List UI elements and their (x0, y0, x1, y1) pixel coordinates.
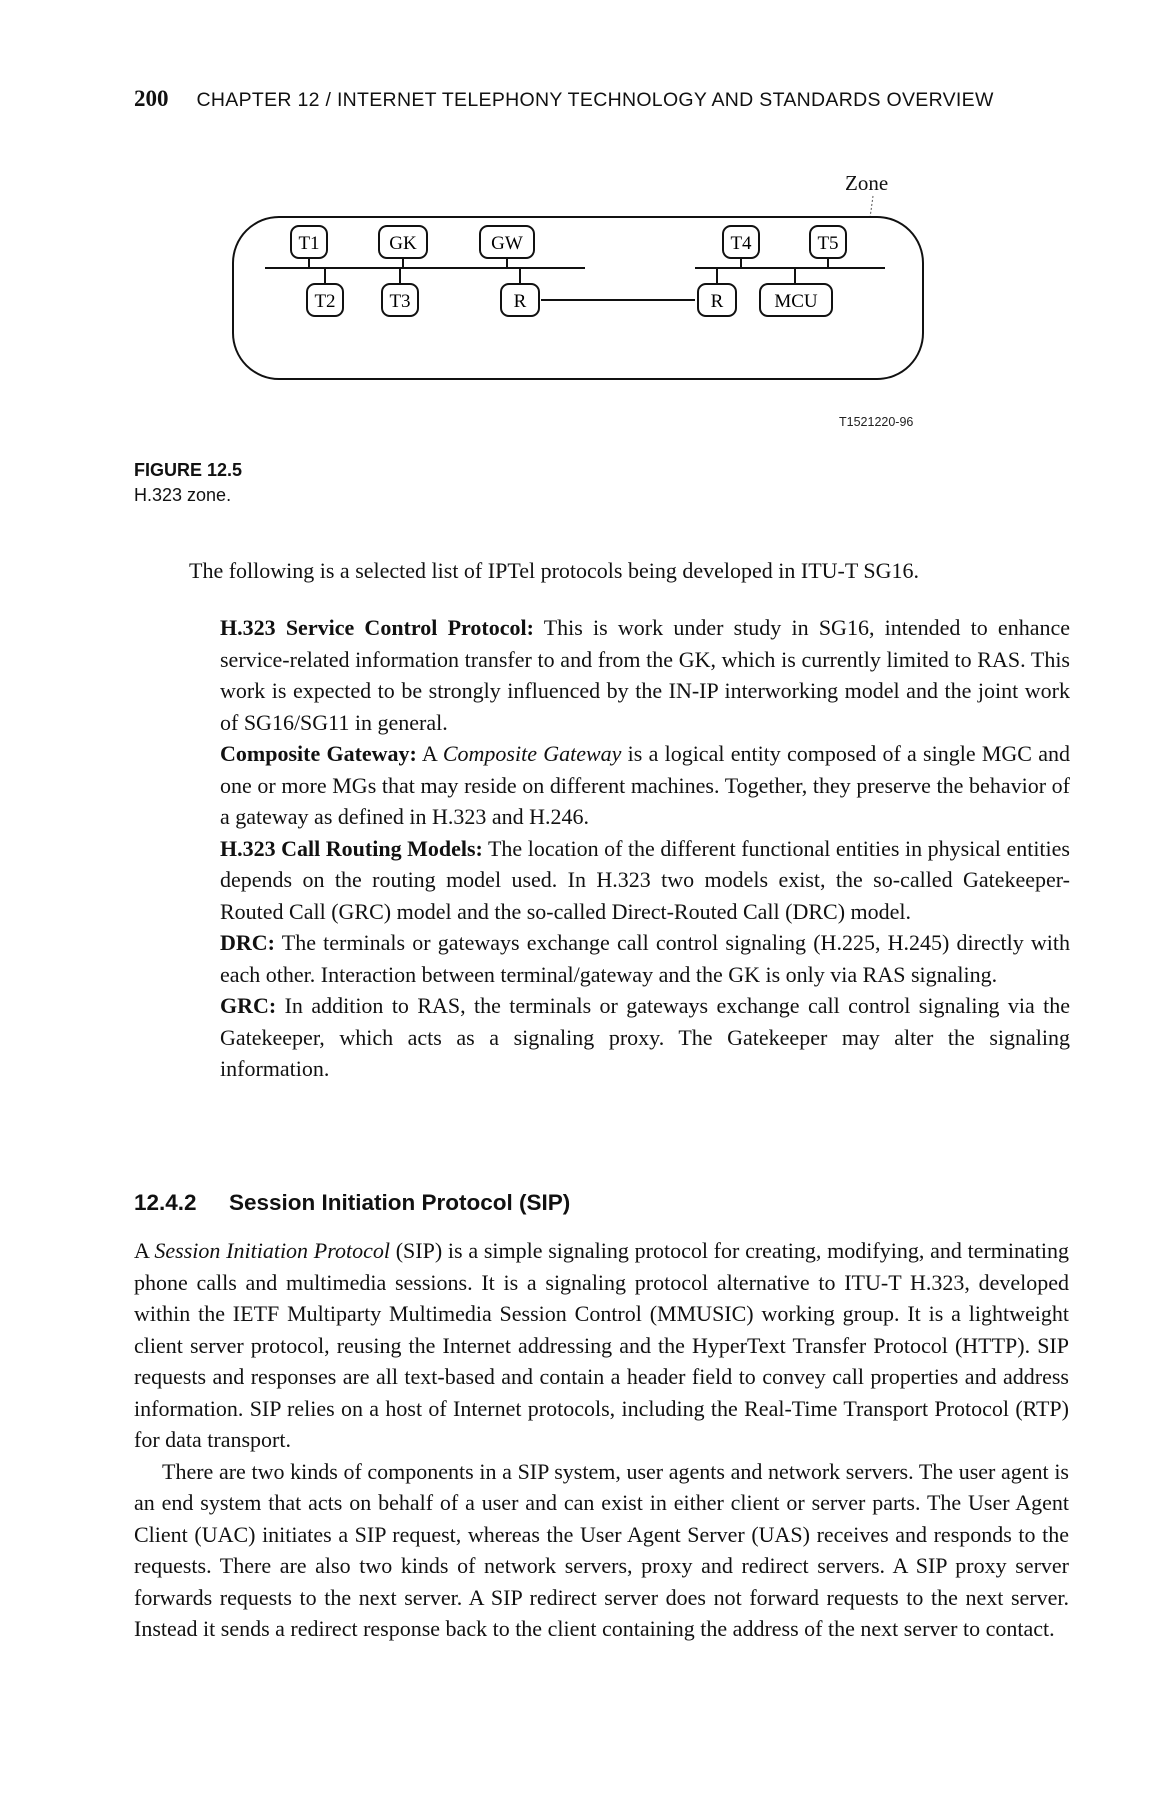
definition-grc (220, 990, 1070, 1085)
page-number: 200 (134, 86, 169, 111)
node-r-right-label: R (710, 291, 724, 312)
definition-text: is a logical entity composed of a single MGC and one or more MGs that may reside on different machines. Together, they preserve the behavior of a gateway as defined in H.323 and H.246. (220, 741, 1070, 829)
sip-p1-italic: Session Initiation Protocol (154, 1238, 390, 1263)
section-heading (134, 1190, 570, 1216)
figure-title: H.323 zone. (134, 485, 232, 505)
definition-italic-term: Composite Gateway (442, 741, 622, 766)
node-t3-label: T3 (389, 291, 411, 312)
definition-term: H.323 Call Routing Models: (220, 835, 483, 861)
sip-p1-before: A (134, 1238, 155, 1263)
definition-term: DRC: (220, 930, 275, 955)
node-mcu-label: MCU (774, 291, 818, 312)
node-t3 (382, 284, 418, 316)
definition-text: The terminals or gateways exchange call control signaling (H.225, H.245) directly with each other. Interaction between terminal/gateway and the GK is only via RAS signaling. (220, 930, 1070, 987)
definition-call-routing-models (220, 833, 1070, 928)
node-mcu (760, 284, 832, 316)
figure-label: FIGURE 12.5 (134, 460, 243, 480)
node-t4-label: T4 (730, 233, 752, 254)
definition-drc (220, 927, 1070, 990)
node-t2 (307, 284, 343, 316)
node-gk (379, 226, 427, 258)
definition-composite-gateway (220, 738, 1070, 833)
definition-h323-service-control (220, 612, 1070, 738)
node-t5-label: T5 (817, 233, 839, 254)
sip-section-body (134, 1235, 1069, 1645)
definition-term: H.323 Service Control Protocol: (220, 615, 534, 640)
node-gw (480, 226, 534, 258)
definition-text: In addition to RAS, the terminals or gateways exchange call control signaling via the Gatekeeper, which acts as a signaling proxy. The Gatekeeper may alter the signaling information. (220, 993, 1070, 1081)
intro-paragraph: The following is a selected list of IPTel protocols being developed in ITU-T SG16. (189, 558, 920, 583)
section-number: 12.4.2 (134, 1190, 197, 1215)
page-header (134, 86, 1081, 112)
zone-label: Zone (845, 171, 889, 195)
node-t4 (723, 226, 759, 258)
sip-paragraph-1 (134, 1235, 1069, 1456)
node-r-right (698, 284, 736, 316)
sip-paragraph-2: There are two kinds of components in a SIP system, user agents and network servers. The user agent is an end system that acts on behalf of a user and can exist in either client or server parts. The User Agent Client (UAC) initiates a SIP request, whereas the User Agent Server (UAS) receives and responds to the requests. There are also two kinds of network servers, proxy and redirect servers. A SIP proxy server forwards requests to the next server. A SIP redirect server does not forward requests to the next server. Instead it sends a redirect response back to the client containing the address of the next server to contact. (134, 1458, 1069, 1641)
node-t2-label: T2 (314, 291, 336, 312)
zone-pointer (870, 196, 873, 218)
figure-code: T1521220-96 (839, 415, 914, 429)
definition-text: A (416, 741, 443, 766)
node-r-left-label: R (513, 291, 527, 312)
sip-p1-after: (SIP) is a simple signaling protocol for creating, modifying, and terminating phone calls and multimedia sessions. It is a signaling protocol alternative to ITU-T H.323, developed within the IETF Multiparty Multimedia Session Control (MMUSIC) working group. It is a lightweight client server protocol, reusing the Internet addressing and the HyperText Transfer Protocol (HTTP). SIP requests and responses are all text-based and contain a header field to convey call properties and address information. SIP relies on a host of Internet protocols, including the Real-Time Transport Protocol (RTP) for data transport. (134, 1238, 1069, 1452)
definition-term: Composite Gateway: (220, 741, 417, 766)
definition-text: The location of the different functional entities in physical entities depends on the routing model used. In H.323 two models exist, the so-called Gatekeeper-Routed Call (GRC) model and the so-called Direct-Routed Call (DRC) model. (220, 835, 1070, 924)
node-t5 (810, 226, 846, 258)
section-title: Session Initiation Protocol (SIP) (229, 1190, 571, 1215)
node-gw-label: GW (491, 233, 523, 254)
node-t1-label: T1 (298, 233, 320, 254)
figure-caption (134, 460, 242, 506)
protocol-definition-list (220, 612, 1070, 1085)
running-head: CHAPTER 12 / INTERNET TELEPHONY TECHNOLOGY AND STANDARDS OVERVIEW (196, 89, 994, 111)
node-r-left (501, 284, 539, 316)
h323-zone-diagram (225, 160, 1055, 440)
node-t1 (291, 226, 327, 258)
node-gk-label: GK (389, 233, 417, 254)
definition-term: GRC: (220, 993, 277, 1018)
definition-text: This is work under study in SG16, intended to enhance service-related information transfer to and from the GK, which is currently limited to RAS. This work is expected to be strongly influenced by the IN-IP interworking model and the joint work of SG16/SG11 in general. (220, 615, 1070, 735)
